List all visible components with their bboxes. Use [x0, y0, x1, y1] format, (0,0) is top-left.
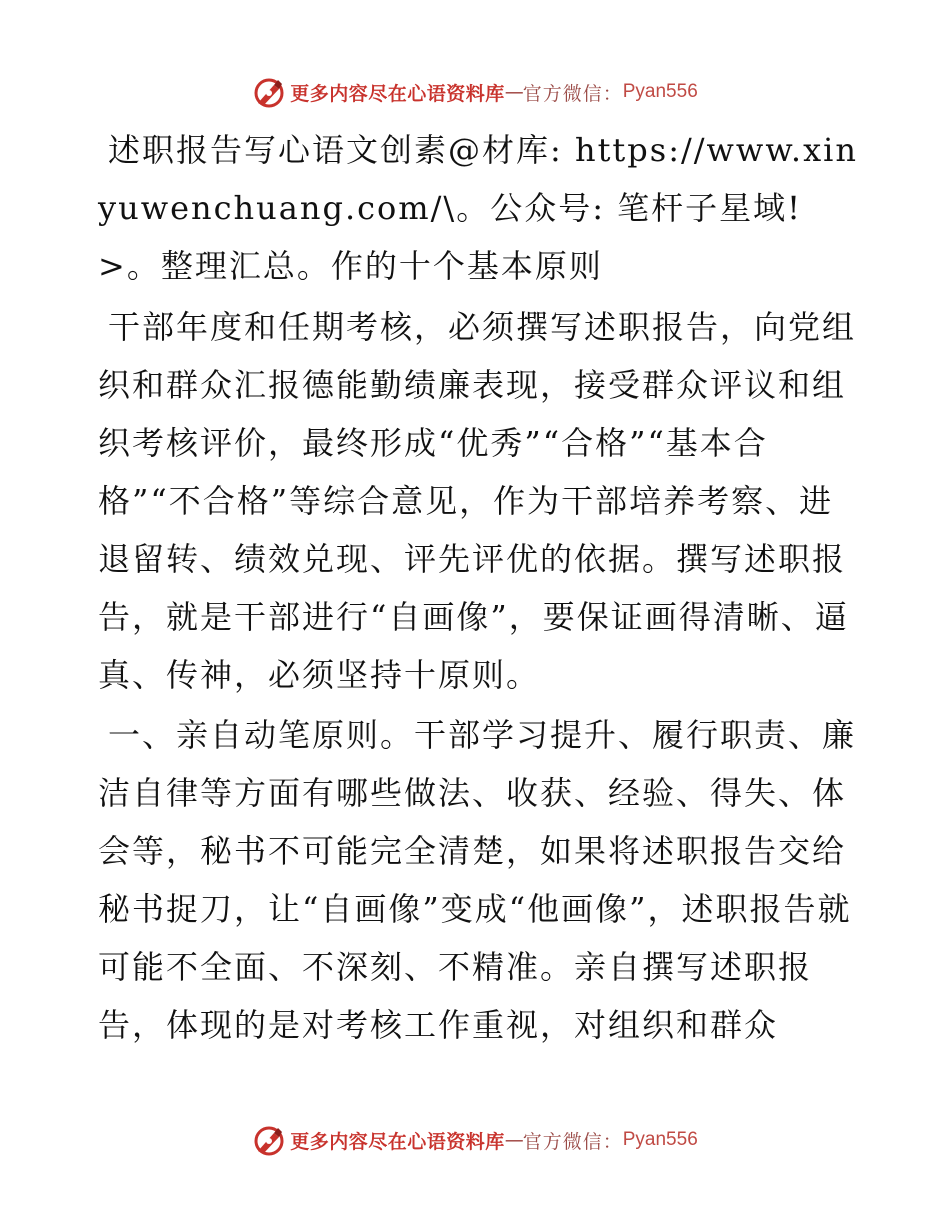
banner-slogan: 更多内容尽在心语资料库 — [290, 82, 505, 105]
banner-separator: — — [504, 81, 523, 103]
pen-logo-icon — [252, 75, 286, 109]
header-banner — [0, 72, 950, 112]
banner-channel: 官方微信： — [522, 82, 623, 105]
document-body — [98, 121, 858, 1056]
banner-slogan: 更多内容尽在心语资料库 — [290, 1130, 505, 1153]
footer-banner — [0, 1120, 950, 1160]
document-title: 述职报告写心语文创素@材库: https://www.xinyuwenchuang.com/\。公众号: 笔杆子星域! >。整理汇总。作的十个基本原则 — [98, 131, 858, 285]
banner-channel: 官方微信： — [522, 1130, 623, 1153]
pen-logo-icon — [252, 1123, 286, 1157]
banner-separator: — — [504, 1129, 523, 1151]
banner-handle: Pyan556 — [622, 81, 698, 102]
paragraph-intro: 干部年度和任期考核，必须撰写述职报告，向党组织和群众汇报德能勤绩廉表现，接受群众评议和组织考核评价，最终形成“优秀”“合格”“基本合格”“不合格”等综合意见，作为干部培养考察、进退留转、绩效兑现、评先评优的依据。撰写述职报告，就是干部进行“自画像”，要保证画得清晰、逼真、传神，必须坚持十原则。 — [98, 308, 857, 694]
paragraph-principle-1: 一、亲自动笔原则。干部学习提升、履行职责、廉洁自律等方面有哪些做法、收获、经验、得失、体会等，秘书不可能完全清楚，如果将述职报告交给秘书捉刀，让“自画像”变成“他画像”，述职报告就可能不全面、不深刻、不精准。亲自撰写述职报告，体现的是对考核工作重视，对组织和群众 — [98, 716, 857, 1044]
banner-handle: Pyan556 — [622, 1129, 698, 1150]
